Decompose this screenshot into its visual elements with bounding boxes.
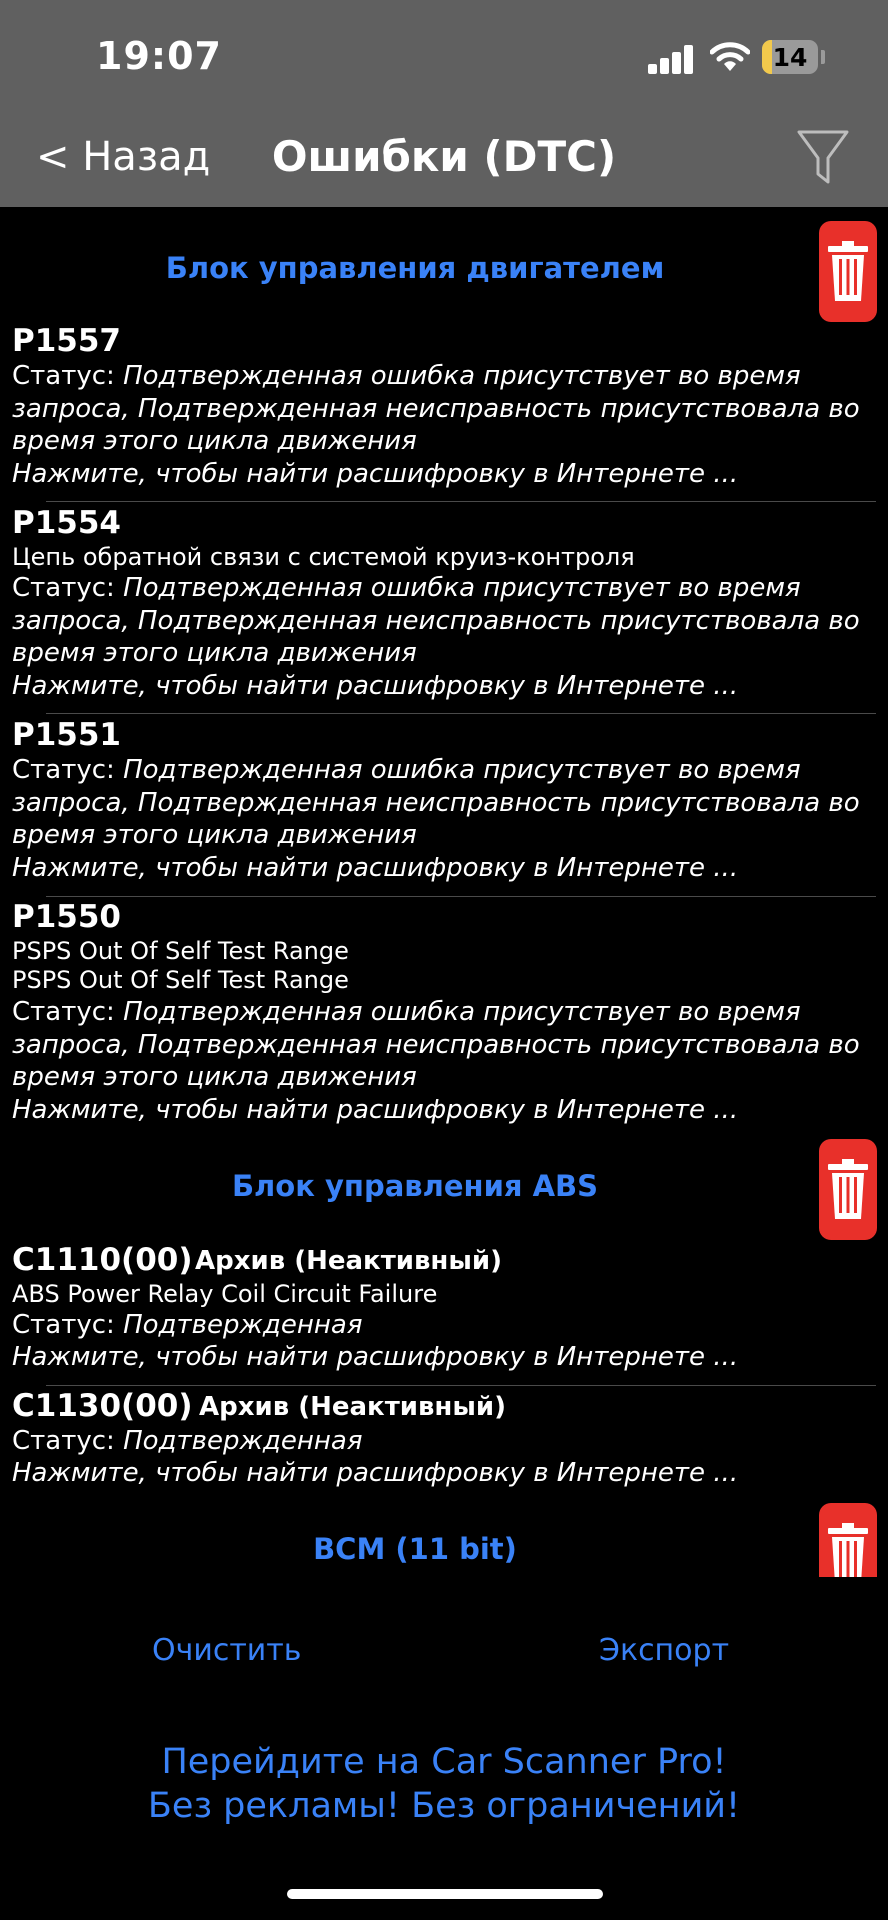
dtc-description: ABS Power Relay Coil Circuit Failure [12,1280,438,1308]
dtc-search-hint[interactable]: Нажмите, чтобы найти расшифровку в Интернете ... [12,671,739,701]
dtc-status: Статус: Подтвержденная ошибка присутствует во время запроса, Подтвержденная неисправность присутствовала во время этого цикла движения [12,997,860,1092]
dtc-description: PSPS Out Of Self Test Range [12,966,349,994]
trash-icon [828,1523,868,1577]
dtc-code[interactable]: C1110(00) [12,1242,193,1278]
dtc-code[interactable]: P1557 [12,323,121,359]
nav-bar [0,110,888,207]
trash-icon [828,1159,868,1219]
divider [46,896,876,897]
section-title-bcm: BCM (11 bit) [313,1532,517,1566]
divider [46,1385,876,1386]
section-title-engine: Блок управления двигателем [165,251,665,285]
dtc-code[interactable]: C1130(00) [12,1388,193,1424]
status-bar [0,0,888,110]
promo-line-2: Без рекламы! Без ограничений! [147,1786,741,1826]
dtc-search-hint[interactable]: Нажмите, чтобы найти расшифровку в Интернете ... [12,853,739,883]
dtc-description: PSPS Out Of Self Test Range [12,937,349,965]
dtc-code[interactable]: P1550 [12,899,121,935]
filter-icon[interactable] [796,128,850,188]
home-indicator[interactable] [287,1889,603,1899]
dtc-status: Статус: Подтвержденная [12,1426,363,1456]
delete-engine-button[interactable] [819,221,877,322]
status-time: 19:07 [96,34,222,78]
signal-icon [648,44,694,74]
promo-line-1: Перейдите на Car Scanner Pro! [161,1742,727,1782]
dtc-search-hint[interactable]: Нажмите, чтобы найти расшифровку в Интернете ... [12,1458,739,1488]
dtc-status: Статус: Подтвержденная ошибка присутствует во время запроса, Подтвержденная неисправность присутствовала во время этого цикла движения [12,361,860,456]
battery-level: 14 [772,43,808,72]
delete-bcm-button[interactable] [819,1503,877,1577]
divider [46,501,876,502]
dtc-code[interactable]: P1554 [12,505,121,541]
delete-abs-button[interactable] [819,1139,877,1240]
section-title-abs: Блок управления ABS [231,1169,599,1203]
dtc-search-hint[interactable]: Нажмите, чтобы найти расшифровку в Интернете ... [12,1095,739,1125]
dtc-state: Архив (Неактивный) [199,1392,507,1422]
battery-icon [762,40,818,74]
dtc-code[interactable]: P1551 [12,717,121,753]
back-button[interactable]: < Назад [36,134,211,180]
battery-cap [821,50,825,64]
dtc-status: Статус: Подтвержденная [12,1310,363,1340]
divider [46,713,876,714]
trash-icon [828,241,868,301]
clear-button[interactable]: Очистить [152,1633,302,1668]
page-title: Ошибки (DTC) [271,132,617,181]
dtc-search-hint[interactable]: Нажмите, чтобы найти расшифровку в Интернете ... [12,1342,739,1372]
export-button[interactable]: Экспорт [599,1633,730,1668]
wifi-icon [710,40,750,74]
promo-banner[interactable] [0,1740,888,1828]
dtc-state: Архив (Неактивный) [195,1246,503,1276]
dtc-status: Статус: Подтвержденная ошибка присутствует во время запроса, Подтвержденная неисправность присутствовала во время этого цикла движения [12,573,860,668]
dtc-description: Цепь обратной связи с системой круиз-контроля [12,543,635,571]
dtc-list[interactable] [0,207,888,1577]
dtc-search-hint[interactable]: Нажмите, чтобы найти расшифровку в Интернете ... [12,459,739,489]
dtc-status: Статус: Подтвержденная ошибка присутствует во время запроса, Подтвержденная неисправность присутствовала во время этого цикла движения [12,755,860,850]
